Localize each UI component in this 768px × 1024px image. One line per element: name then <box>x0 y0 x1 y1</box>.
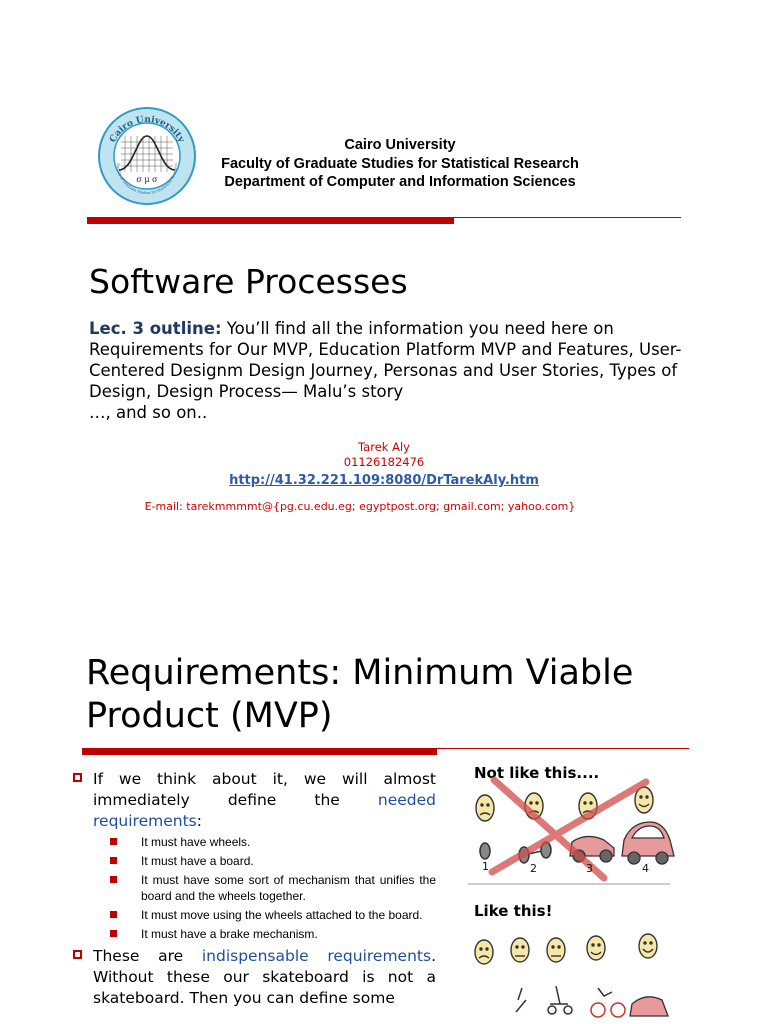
step-number: 3 <box>586 862 593 875</box>
sub-bullet-list <box>72 834 436 942</box>
square-bullet-icon <box>73 950 82 959</box>
neutral-face-icon <box>547 938 565 962</box>
skateboard-icon <box>516 988 526 1012</box>
university-name: Cairo University <box>344 137 456 153</box>
sub-bullet-text: It must move using the wheels attached to the board. <box>141 908 423 922</box>
bullet-item <box>72 769 436 832</box>
outline-label: Lec. 3 outline: <box>89 319 222 338</box>
bullet-text-suffix: . Without these our skateboard is not a skateboard. Then you can define some <box>93 947 436 1007</box>
sub-bullet-item <box>72 834 436 850</box>
sub-bullet-item <box>72 926 436 942</box>
bullet-text: These are <box>93 947 202 965</box>
sub-bullet-text: It must have a brake mechanism. <box>141 927 318 941</box>
square-bullet-icon <box>110 930 117 937</box>
author-email: E-mail: tarekmmmmt@{pg.cu.edu.eg; egyptpost.org; gmail.com; yahoo.com} <box>144 500 576 513</box>
step-number: 2 <box>530 862 537 875</box>
mvp-comparison-illustration <box>464 760 704 1024</box>
happy-face-icon <box>639 934 657 958</box>
slide-title <box>86 652 633 738</box>
logo-symbols: σ μ σ <box>136 175 158 184</box>
header-divider-thin <box>454 217 681 218</box>
bullet-text: If we think about it, we will almost immediately define the <box>93 770 436 809</box>
scooter-icon <box>548 986 572 1014</box>
bullet-highlight: indispensable requirements <box>201 947 432 965</box>
car-icon <box>622 822 674 864</box>
institution-header <box>200 136 600 192</box>
car-icon <box>630 997 668 1016</box>
cairo-university-logo <box>97 106 197 206</box>
square-bullet-icon <box>110 857 117 864</box>
square-bullet-icon <box>110 838 117 845</box>
sub-bullet-item <box>72 907 436 923</box>
happy-face-icon <box>587 936 605 960</box>
author-phone: 01126182476 <box>343 455 425 469</box>
bullet-item <box>72 946 436 1009</box>
wheel-icon <box>480 843 490 859</box>
sub-bullet-text: It must have some sort of mechanism that unifies the board and the wheels together. <box>141 873 436 903</box>
header-divider-thick <box>87 217 454 224</box>
department-name: Department of Computer and Information Sciences <box>224 174 576 190</box>
like-this-caption: Like this! <box>474 902 553 920</box>
outline-continuation: …, and so on.. <box>89 403 208 422</box>
sub-bullet-item <box>72 872 436 904</box>
logo-ring-text: Cairo University <box>108 114 186 145</box>
square-bullet-icon <box>110 911 117 918</box>
neutral-face-icon <box>511 938 529 962</box>
lecture-outline <box>89 318 699 423</box>
sub-bullet-text: It must have wheels. <box>141 835 251 849</box>
sub-bullet-item <box>72 853 436 869</box>
author-website-link[interactable]: http://41.32.221.109:8080/DrTarekAly.htm <box>229 473 539 488</box>
bullet-highlight: needed requirements <box>93 791 436 830</box>
bicycle-icon <box>591 988 625 1017</box>
sad-face-icon <box>476 795 494 821</box>
bullet-text-suffix: : <box>196 812 202 830</box>
logo-inner-text: Faculty of Graduate Studies for Statistical Research <box>115 163 179 196</box>
faculty-name: Faculty of Graduate Studies for Statistical Research <box>221 155 579 172</box>
bullet-list <box>72 769 436 1009</box>
not-like-this-caption: Not like this.... <box>474 764 600 782</box>
square-bullet-icon <box>73 773 82 782</box>
outline-text: You’ll find all the information you need here on Requirements for Our MVP, Education Platform MVP and Features, User-Centered Designm Design Journey, Personas and User Stories, Types of Design, Design Process— Malu’s story <box>89 319 682 401</box>
slide-title: Software Processes <box>89 262 408 301</box>
title-line-2: Product (MVP) <box>86 696 333 736</box>
sub-bullet-text: It must have a board. <box>141 854 254 868</box>
title-divider-thin <box>437 748 689 749</box>
slide-mvp-requirements <box>0 580 768 1024</box>
sad-face-icon <box>475 940 493 964</box>
red-cross-mark <box>492 780 646 878</box>
title-line-1: Requirements: Minimum Viable <box>86 653 634 693</box>
square-bullet-icon <box>110 876 117 883</box>
step-number: 4 <box>642 862 649 875</box>
title-divider-thick <box>82 748 437 755</box>
author-name: Tarek Aly <box>358 440 410 454</box>
step-number: 1 <box>482 860 489 873</box>
